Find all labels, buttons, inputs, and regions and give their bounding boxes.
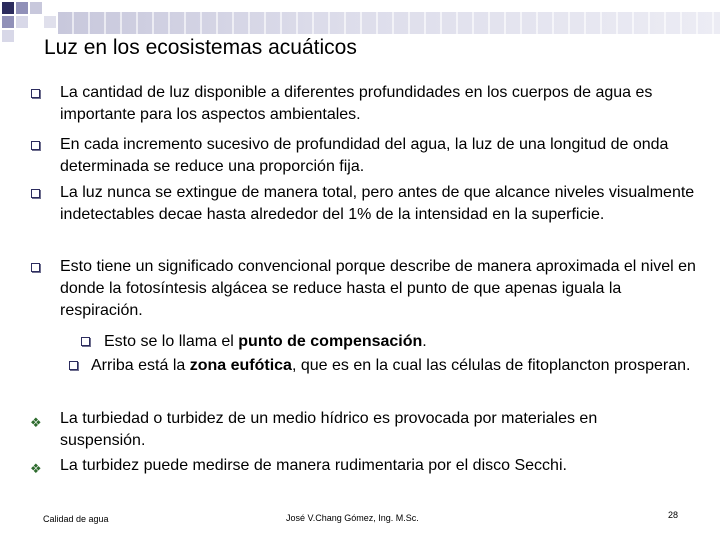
- header-band-inner: [58, 12, 720, 34]
- square-bullet-icon: [31, 89, 40, 98]
- bullet-text: La cantidad de luz disponible a diferentes profundidades en los cuerpos de agua es importante para los aspectos ambientales.: [60, 84, 653, 123]
- subbullet-text: [91, 355, 691, 377]
- footer-left: Calidad de agua: [43, 514, 109, 524]
- subbullet-text: [104, 331, 694, 353]
- header-square: [16, 16, 28, 28]
- header-decoration: [0, 0, 720, 40]
- header-square: [30, 2, 42, 14]
- header-square: [2, 30, 14, 42]
- header-square: [16, 2, 28, 14]
- header-square: [2, 16, 14, 28]
- slide-title: Luz en los ecosistemas acuáticos: [44, 36, 357, 59]
- footer-center: José V.Chang Gómez, Ing. M.Sc.: [286, 513, 419, 523]
- bullet-text: En cada incremento sucesivo de profundidad del agua, la luz de una longitud de onda determinada se reduce una proporción fija.: [60, 136, 669, 175]
- subbullet-text-before: Arriba está la: [91, 357, 190, 374]
- subbullet-text-bold: zona eufótica: [189, 357, 292, 374]
- square-subbullet-icon: [69, 361, 78, 370]
- diamond-bullet-text: La turbiedad o turbidez de un medio hídrico es provocada por materiales en suspensión.: [60, 410, 598, 449]
- subbullet-text-before: Esto se lo llama el: [104, 333, 239, 350]
- square-bullet-icon: [31, 263, 40, 272]
- bullet-text: La luz nunca se extingue de manera total, pero antes de que alcance niveles visualmente indetectables decae hasta alrededor del 1% de la intensidad en la superficie.: [60, 184, 695, 223]
- subbullet-text-bold: punto de compensación: [238, 333, 423, 350]
- square-bullet-icon: [31, 141, 40, 150]
- subbullet-text-after: .: [422, 333, 427, 350]
- bullet-text: Esto tiene un significado convencional porque describe de manera aproximada el nivel en donde la fotosíntesis algácea se reduce hasta el punto de que apenas iguala la respiración.: [60, 258, 696, 319]
- diamond-bullet-icon: ❖: [30, 461, 42, 476]
- header-square: [44, 16, 56, 28]
- header-square: [2, 2, 14, 14]
- diamond-bullet-text: La turbidez puede medirse de manera rudimentaria por el disco Secchi.: [60, 457, 567, 474]
- square-subbullet-icon: [81, 337, 90, 346]
- diamond-bullet-icon: ❖: [30, 415, 42, 430]
- square-bullet-icon: [31, 189, 40, 198]
- page-number: 28: [668, 510, 679, 520]
- subbullet-text-after: , que es en la cual las células de fitoplancton prosperan.: [291, 357, 691, 374]
